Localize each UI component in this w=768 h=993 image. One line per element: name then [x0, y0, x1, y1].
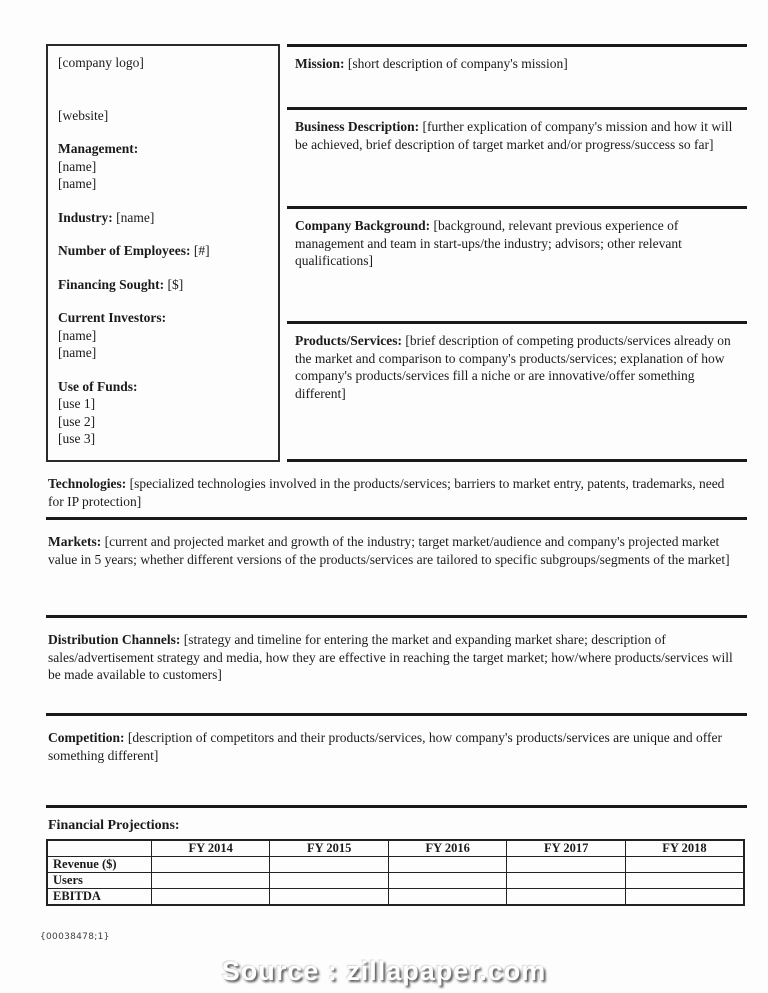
markets-label: Markets:: [48, 534, 102, 549]
fund-use-placeholder: [use 3]: [58, 431, 96, 446]
section-distribution-channels: [46, 618, 747, 716]
table-cell-empty: [270, 889, 389, 906]
section-company-background: [287, 209, 747, 324]
table-cell-empty: [507, 889, 626, 906]
management-group: [58, 140, 272, 193]
table-row-ebitda: [47, 889, 744, 906]
table-col-header: FY 2018: [625, 840, 744, 857]
section-company-background-text: [295, 217, 741, 270]
document-id-footer: {00038478;1}: [40, 932, 110, 942]
company-background-text: [background, relevant previous experience of management and team in start-ups/the industry; advisors; other relevant qualifications]: [295, 218, 682, 268]
fund-use-placeholder: [use 2]: [58, 413, 96, 429]
section-mission-text: [295, 55, 741, 73]
table-col-header: FY 2017: [507, 840, 626, 857]
employees-value-placeholder: [#]: [193, 243, 210, 258]
table-cell-empty: [151, 857, 270, 873]
management-label: Management:: [58, 141, 139, 156]
financing-row: [58, 276, 272, 294]
investor-name-placeholder: [name]: [58, 327, 97, 343]
table-cell-empty: [388, 857, 507, 873]
table-col-header: FY 2014: [151, 840, 270, 857]
table-cell-empty: [625, 873, 744, 889]
table-cell-empty: [151, 889, 270, 906]
investors-label: Current Investors:: [58, 310, 167, 325]
top-section: [46, 44, 747, 462]
technologies-text: [specialized technologies involved in the products/services; barriers to market entry, patents, trademarks, need for IP protection]: [48, 476, 725, 509]
products-services-label: Products/Services:: [295, 333, 402, 348]
table-header-row: [47, 840, 744, 857]
section-mission: [287, 47, 747, 110]
markets-text: [current and projected market and growth of the industry; target market/audience and company's projected market value in 5 years; whether different versions of the products/services are tailored to specific subgroups/segments of the market]: [48, 534, 730, 567]
management-name-placeholder: [name]: [58, 176, 97, 191]
industry-row: [58, 209, 272, 227]
table-cell-empty: [270, 873, 389, 889]
management-name-placeholder: [name]: [58, 158, 97, 174]
competition-text: [description of competitors and their products/services, how company's products/services are unique and offer something different]: [48, 730, 723, 763]
table-row-users: [47, 873, 744, 889]
table-cell-empty: [507, 873, 626, 889]
table-cell-empty: [270, 857, 389, 873]
table-row-label: Revenue ($): [47, 857, 151, 873]
right-column: [287, 44, 747, 462]
employees-label: Number of Employees:: [58, 243, 191, 258]
fund-use-placeholder: [use 1]: [58, 396, 96, 411]
section-competition: [46, 716, 747, 808]
industry-value-placeholder: [name]: [116, 209, 155, 225]
mission-label: Mission:: [295, 56, 345, 71]
distribution-channels-text: [strategy and timeline for entering the market and expanding market share; description of sales/advertisement strategy and media, how they are effective in reaching the target market; how/where products/services will be made available to customers]: [48, 632, 733, 682]
table-stub-cell: [47, 840, 151, 857]
table-cell-empty: [388, 889, 507, 906]
industry-label: Industry:: [58, 209, 113, 225]
financing-value-placeholder: [$]: [167, 276, 184, 292]
table-cell-empty: [388, 873, 507, 889]
financing-label: Financing Sought:: [58, 276, 165, 292]
investor-name-placeholder: [name]: [58, 345, 97, 360]
section-distribution-channels-text: [48, 631, 735, 684]
table-row-revenue: [47, 857, 744, 873]
section-technologies: [46, 462, 747, 520]
table-cell-empty: [625, 857, 744, 873]
table-col-header: FY 2016: [388, 840, 507, 857]
website-placeholder: [website]: [58, 107, 109, 123]
table-col-header: FY 2015: [270, 840, 389, 857]
distribution-channels-label: Distribution Channels:: [48, 632, 181, 647]
table-row-label: Users: [47, 873, 151, 889]
section-competition-text: [48, 729, 735, 764]
funds-label: Use of Funds:: [58, 378, 138, 394]
table-row-label: EBITDA: [47, 889, 151, 906]
business-description-label: Business Description:: [295, 119, 420, 134]
financial-projections-table: [46, 839, 745, 906]
section-products-services: [287, 324, 747, 462]
technologies-label: Technologies:: [48, 476, 127, 491]
section-markets-text: [48, 533, 735, 568]
table-cell-empty: [507, 857, 626, 873]
table-cell-empty: [625, 889, 744, 906]
section-technologies-text: [48, 475, 735, 510]
company-background-label: Company Background:: [295, 218, 431, 233]
employees-row: [58, 242, 272, 260]
business-description-text: [further explication of company's mission and how it will be achieved, brief description of target market and/or progress/success so far]: [295, 119, 733, 152]
section-products-services-text: [295, 332, 741, 402]
financial-projections-heading: Financial Projections:: [48, 818, 180, 833]
competition-label: Competition:: [48, 730, 125, 745]
company-logo-placeholder: [company logo]: [58, 55, 144, 70]
mission-description: [short description of company's mission]: [347, 56, 568, 71]
section-business-description-text: [295, 118, 741, 153]
products-services-text: [brief description of competing products/services already on the market and comparison to company's products/services; explanation of how company's products/services fill a niche or are innovative/offer something different]: [295, 333, 731, 401]
section-business-description: [287, 110, 747, 209]
section-markets: [46, 520, 747, 618]
financial-projections-block: [46, 818, 747, 906]
company-info-box: [46, 44, 280, 462]
table-cell-empty: [151, 873, 270, 889]
funds-group: [58, 378, 272, 448]
source-watermark: Source : zillapaper.com: [221, 956, 547, 986]
investors-group: [58, 309, 272, 362]
